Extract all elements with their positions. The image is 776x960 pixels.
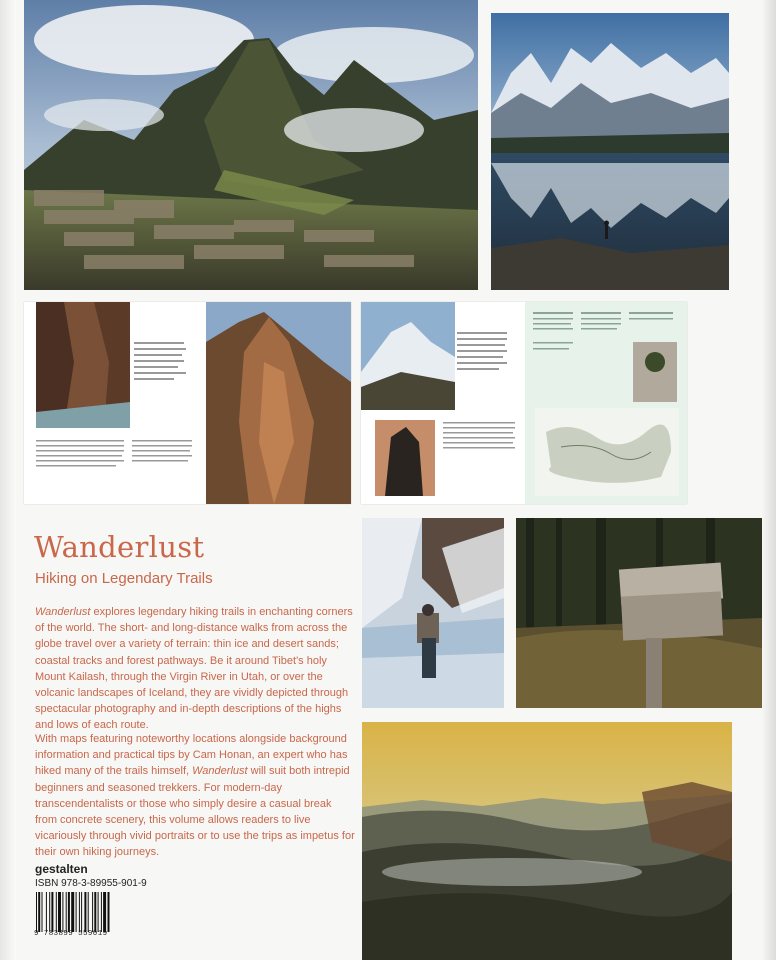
photo-forest-trail-sign (516, 518, 762, 708)
barcode-bar (81, 892, 82, 932)
photo-canyon-spread (24, 302, 351, 504)
barcode-bar (88, 892, 89, 932)
photo-himalaya-spread-image (361, 302, 687, 504)
barcode-bar (92, 892, 93, 932)
photo-mountain-ruins-image (24, 0, 478, 290)
blurb-paragraph-1 (35, 604, 355, 734)
barcode-bar (84, 892, 86, 932)
isbn-number: ISBN 978-3-89955-901-9 (35, 878, 147, 889)
photo-forest-trail-sign-image (516, 518, 762, 708)
barcode-bar (66, 892, 67, 932)
book-subtitle: Hiking on Legendary Trails (35, 570, 213, 587)
barcode-bar (71, 892, 74, 932)
blurb-text: With maps featuring noteworthy locations alongside background information and practical tips by Cam Honan, an expert who has hiked many of the trails himself, (35, 733, 348, 778)
book-title: Wanderlust (34, 530, 205, 564)
book-title-italic: Wanderlust (192, 765, 248, 778)
book-title-italic: Wanderlust (35, 606, 91, 618)
photo-mountain-lake (491, 13, 729, 290)
photo-mountain-ruins (24, 0, 478, 290)
blurb-text: will suit both intrepid beginners and seasoned trekkers. For modern-day transcendentalists or those who simply desire a casual break from concrete scenery, this volume allows readers to live vicariously through vivid portraits or to use the trips as impetus for their own hiking journeys. (35, 765, 355, 859)
photo-misty-valley (362, 722, 732, 960)
photo-snowy-trekker (362, 518, 504, 708)
barcode-bar (36, 892, 37, 932)
barcode-bar (58, 892, 61, 932)
blurb-text: explores legendary hiking trails in enchanting corners of the world. The short- and long-distance walks from across the globe travel over a variety of terrain: thin ice and desert sands; coastal tracks and forest pathways. Be it around Tibet's holy Mount Kailash, through the Virgin River in Utah, or over the volcanic landscapes of Iceland, they are vividly depicted through spectacular photography and in-depth descriptions of the highs and lows of each route. (35, 606, 353, 732)
plastic-wrap-edge-left (0, 0, 16, 960)
barcode-bar (108, 892, 110, 932)
barcode-bar (49, 892, 50, 932)
photo-snowy-trekker-image (362, 518, 504, 708)
barcode-bar (76, 892, 77, 932)
barcode-icon (36, 892, 140, 932)
photo-canyon-spread-image (24, 302, 351, 504)
barcode-bar (103, 892, 106, 932)
barcode-bar (101, 892, 102, 932)
barcode-bar (51, 892, 53, 932)
photo-misty-valley-image (362, 722, 732, 960)
barcode-bar (79, 892, 80, 932)
barcode-digits: 9 783899 559019 (34, 930, 108, 938)
photo-himalaya-spread (361, 302, 687, 504)
blurb-paragraph-2 (35, 731, 355, 861)
barcode-bar (46, 892, 47, 932)
barcode-bar (38, 892, 40, 932)
barcode-bar (62, 892, 63, 932)
barcode-bar (94, 892, 96, 932)
barcode-bar (68, 892, 70, 932)
barcode-bar (56, 892, 57, 932)
publisher-name: gestalten (35, 862, 88, 876)
plastic-wrap-edge-right (762, 0, 776, 960)
barcode-bar (42, 892, 43, 932)
photo-mountain-lake-image (491, 13, 729, 290)
barcode-bar (98, 892, 99, 932)
